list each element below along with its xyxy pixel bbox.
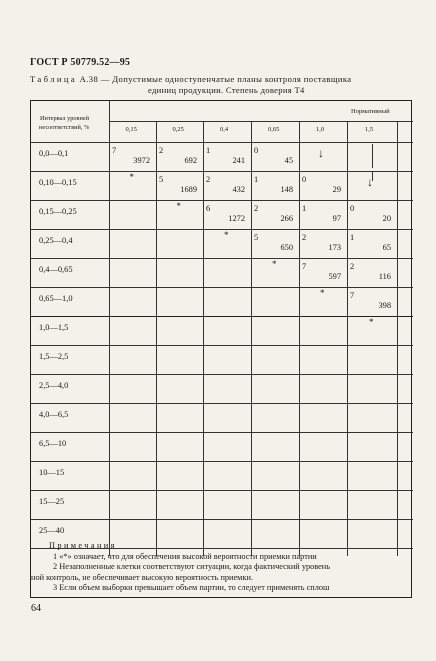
note-2-continuation: ной контроль, не обеспечивает высокую вероятность приемки. — [31, 572, 253, 582]
sample-size: 241 — [232, 156, 245, 165]
acceptance-plan-table — [30, 100, 412, 598]
acceptance-number: 6 — [206, 204, 211, 213]
table-caption-label: Таблица — [30, 74, 78, 84]
row-label: 25—40 — [39, 526, 65, 535]
standard-title: ГОСТ Р 50779.52—95 — [30, 57, 131, 68]
column-header-1,0: 1,0 — [316, 126, 325, 133]
sample-size: 398 — [378, 301, 391, 310]
acceptance-number: 2 — [350, 262, 355, 271]
row-divider — [31, 200, 413, 201]
row-label: 0,0—0,1 — [39, 149, 69, 158]
acceptance-number: 0 — [302, 175, 307, 184]
row-label: 1,0—1,5 — [39, 323, 69, 332]
asterisk-mark: * — [320, 288, 325, 298]
row-label: 10—15 — [39, 468, 65, 477]
acceptance-number: 5 — [159, 175, 164, 184]
row-label: 0,15—0,25 — [39, 207, 77, 216]
row-label: 15—25 — [39, 497, 65, 506]
row-header-label: Интервал уровней — [40, 115, 90, 122]
row-label: 6,5—10 — [39, 439, 67, 448]
row-divider — [31, 490, 413, 491]
sample-size: 432 — [232, 185, 245, 194]
note-3: 3 Если объем выборки превышает объем партии, то следует применять сплош — [53, 583, 330, 593]
sample-size: 1689 — [180, 185, 197, 194]
column-header-0,15: 0,15 — [125, 126, 137, 133]
column-header-1,5: 1,5 — [365, 126, 374, 133]
acceptance-number: 2 — [254, 204, 259, 213]
table-caption-text: А.38 — Допустимые одноступенчатые планы контроля поставщика — [77, 74, 352, 84]
sample-size: 148 — [280, 185, 293, 194]
row-label: 1,5—2,5 — [39, 352, 69, 361]
acceptance-number: 1 — [206, 146, 211, 155]
sample-size: 1272 — [228, 214, 245, 223]
sample-size: 3972 — [133, 156, 150, 165]
sample-size: 97 — [332, 214, 341, 223]
continuation-line — [372, 144, 373, 168]
sample-size: 116 — [378, 272, 391, 281]
row-divider — [31, 171, 413, 172]
sample-size: 29 — [332, 185, 341, 194]
column-header-0,25: 0,25 — [172, 126, 184, 133]
acceptance-number: 7 — [112, 146, 117, 155]
row-label: 4,0—6,5 — [39, 410, 69, 419]
note-1: 1 «*» означает, что для обеспечения высокой вероятности приемки партии — [53, 551, 317, 561]
sample-size: 65 — [382, 243, 391, 252]
sample-size: 266 — [280, 214, 293, 223]
asterisk-mark: * — [176, 201, 181, 211]
header-bottom-line — [31, 142, 413, 143]
acceptance-number: 7 — [350, 291, 355, 300]
column-divider — [109, 101, 110, 556]
acceptance-number: 1 — [254, 175, 259, 184]
sample-size: 692 — [184, 156, 197, 165]
column-header-0,4: 0,4 — [220, 126, 229, 133]
acceptance-number: 5 — [254, 233, 259, 242]
acceptance-number: 0 — [254, 146, 259, 155]
continuation-line — [372, 171, 373, 181]
notes-title: Примечания — [49, 541, 117, 550]
acceptance-number: 2 — [206, 175, 211, 184]
page-number: 64 — [31, 603, 41, 614]
table-caption — [30, 74, 352, 84]
row-divider — [31, 432, 413, 433]
acceptance-number: 2 — [159, 146, 164, 155]
row-header-label: несоответствий, % — [39, 124, 90, 131]
asterisk-mark: * — [369, 317, 374, 327]
group-header-label: Нормативный — [351, 108, 390, 115]
row-divider — [31, 461, 413, 462]
acceptance-number: 1 — [302, 204, 307, 213]
sample-size: 45 — [284, 156, 293, 165]
asterisk-mark: * — [129, 172, 134, 182]
row-divider — [31, 374, 413, 375]
down-arrow-icon: ↓ — [367, 175, 373, 189]
notes-section — [31, 541, 413, 594]
note-2: 2 Незаполненные клетки соответствуют ситуации, когда фактический уровень — [53, 562, 331, 572]
acceptance-number: 7 — [302, 262, 307, 271]
down-arrow-icon: ↓ — [318, 146, 324, 160]
row-divider — [31, 229, 413, 230]
row-divider — [31, 287, 413, 288]
sample-size: 650 — [280, 243, 293, 252]
row-label: 2,5—4,0 — [39, 381, 69, 390]
asterisk-mark: * — [272, 259, 277, 269]
asterisk-mark: * — [224, 230, 229, 240]
acceptance-number: 0 — [350, 204, 355, 213]
acceptance-number: 1 — [350, 233, 355, 242]
sample-size: 173 — [328, 243, 341, 252]
acceptance-number: 2 — [302, 233, 307, 242]
row-label: 0,25—0,4 — [39, 236, 73, 245]
row-divider — [31, 345, 413, 346]
row-label: 0,10—0,15 — [39, 178, 77, 187]
row-divider — [31, 403, 413, 404]
header-divider — [109, 121, 413, 122]
row-divider — [31, 258, 413, 259]
table-caption-line2: единиц продукции. Степень доверия Т4 — [148, 85, 305, 95]
row-label: 0,4—0,65 — [39, 265, 73, 274]
column-header-0,65: 0,65 — [268, 126, 280, 133]
sample-size: 20 — [382, 214, 391, 223]
row-divider — [31, 316, 413, 317]
row-label: 0,65—1,0 — [39, 294, 73, 303]
sample-size: 597 — [328, 272, 341, 281]
row-divider — [31, 519, 413, 520]
